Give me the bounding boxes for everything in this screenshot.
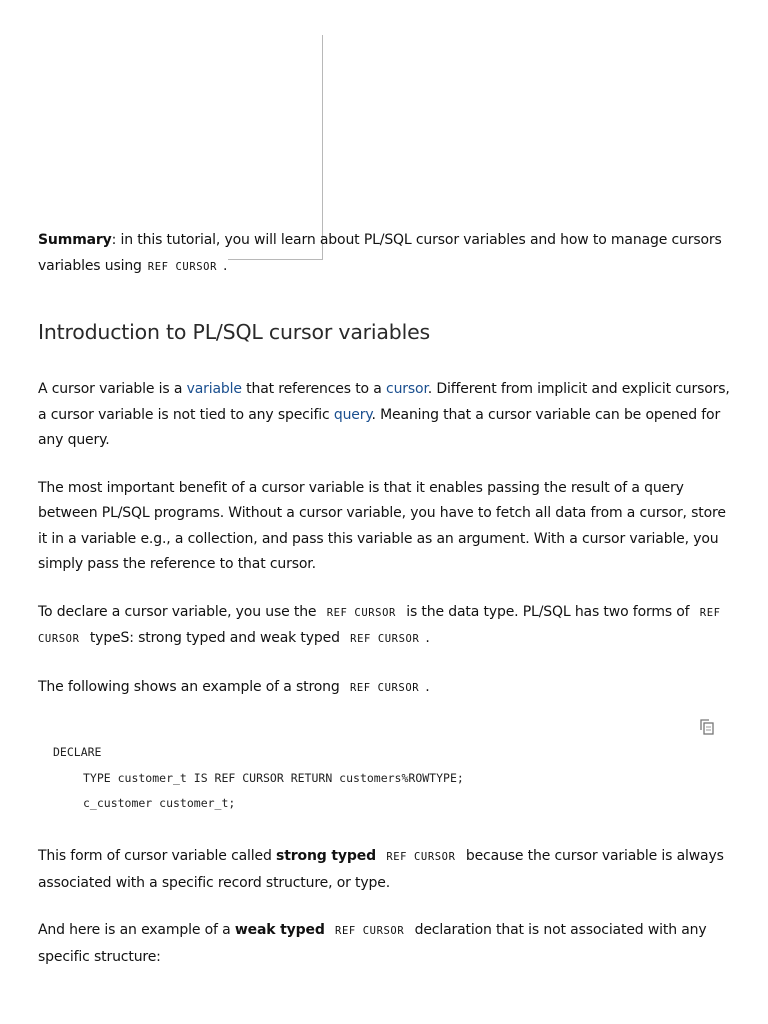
- summary-text-end: .: [223, 257, 228, 274]
- bold-term: weak typed: [234, 922, 325, 938]
- summary-paragraph: [38, 228, 738, 280]
- code-line: DECLARE: [53, 745, 102, 759]
- text: To declare a cursor variable, you use the: [38, 603, 317, 620]
- text: And here is an example of a: [38, 922, 235, 938]
- inline-code: REF CURSOR: [349, 681, 420, 694]
- bold-term: strong typed: [276, 848, 376, 864]
- text: The following shows an example of a strong: [38, 678, 340, 695]
- paragraph-strong-typed: [38, 844, 738, 896]
- text: . Different from implicit and explicit cursors, a cursor variable is not tied to any specific: [38, 381, 730, 423]
- paragraph-example-intro: [38, 675, 738, 702]
- link-cursor[interactable]: cursor: [386, 381, 428, 397]
- text: .: [425, 678, 430, 695]
- article-content: [38, 228, 738, 992]
- text: that references to a: [241, 381, 387, 397]
- inline-code: REF CURSOR: [335, 925, 405, 937]
- text: This form of cursor variable called: [38, 848, 277, 864]
- paragraph-weak-typed: [38, 918, 738, 970]
- paragraph-benefit: The most important benefit of a cursor variable is that it enables passing the result of a query between PL/SQL programs. Without a cursor variable, you have to fetch all data from a cursor, store it in a variable e.g., a collection, and pass this variable as an argument. With a cursor variable, you simply pass the reference to that cursor.: [38, 479, 726, 572]
- inline-code: REF CURSOR: [350, 633, 420, 645]
- layout-divider-vertical: [322, 35, 323, 259]
- text: typeS: strong typed and weak typed: [89, 630, 340, 646]
- code-line: TYPE customer_t IS REF CURSOR RETURN customers%ROWTYPE;: [83, 770, 464, 785]
- text: . Meaning that a cursor variable can be opened for any query.: [38, 406, 721, 448]
- text: .: [425, 630, 430, 646]
- text: is the data type. PL/SQL has two forms of: [406, 603, 690, 620]
- paragraph-intro: [38, 377, 738, 454]
- inline-code: REF CURSOR: [147, 260, 218, 273]
- paragraph-declare: [38, 600, 738, 653]
- inline-code: REF CURSOR: [38, 606, 721, 645]
- copy-icon[interactable]: [698, 718, 716, 736]
- text: because the cursor variable is always associated with a specific record structure, or type.: [38, 848, 724, 891]
- inline-code: REF CURSOR: [326, 606, 396, 619]
- inline-code: REF CURSOR: [386, 851, 456, 863]
- section-heading: Introduction to PL/SQL cursor variables: [38, 320, 430, 344]
- link-variable[interactable]: variable: [186, 381, 242, 397]
- text: A cursor variable is a: [38, 381, 187, 397]
- code-block: [38, 723, 738, 844]
- text: declaration that is not associated with any specific structure:: [38, 922, 707, 965]
- summary-label: Summary: [38, 232, 112, 248]
- summary-text: : in this tutorial, you will learn about PL/SQL cursor variables and how to manage cursors variables using: [38, 232, 722, 274]
- code-line: c_customer customer_t;: [83, 796, 236, 810]
- link-query[interactable]: query: [333, 406, 372, 423]
